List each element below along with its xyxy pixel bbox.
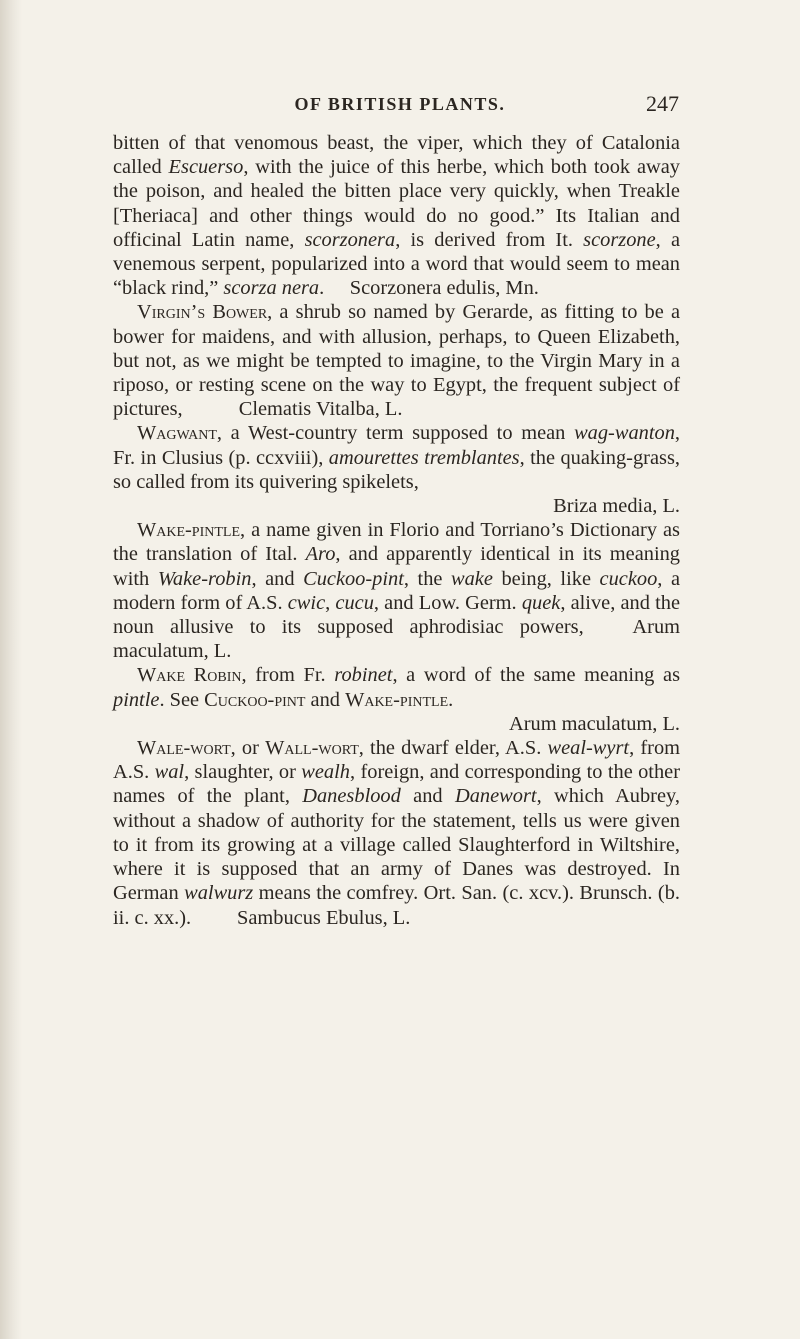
italic-term: Danesblood	[302, 785, 401, 808]
italic-term: wake	[451, 567, 493, 590]
headword: Virgin’s Bower	[137, 301, 268, 324]
text-run: , slaughter, or	[184, 761, 302, 784]
text-run: . See	[159, 688, 205, 711]
paragraph	[113, 131, 680, 300]
text-run: bitten of that venomous beast, the viper, which they of Catalonia called	[113, 132, 680, 179]
text-run: .	[448, 688, 454, 711]
text-run: being, like	[492, 567, 600, 590]
italic-term: scorza nera	[223, 277, 320, 300]
italic-term: cucu	[335, 591, 374, 614]
paragraph	[113, 300, 680, 421]
italic-term: weal-wyrt	[547, 737, 630, 760]
text-run: , a word of the same meaning as	[392, 664, 681, 687]
text-run: , a venemous serpent, popularized into a word that would seem to mean “black rind,”	[113, 228, 681, 300]
italic-term: wal	[154, 761, 185, 784]
text-run: , a West-country term supposed to mean	[216, 422, 575, 445]
text-run: and	[400, 785, 455, 808]
headword: Wake Robin	[137, 664, 242, 687]
paragraph	[113, 736, 680, 930]
text-run: , the quaking-grass, so called from its quivering spikelets,	[113, 446, 680, 493]
italic-term: cuckoo	[599, 567, 658, 590]
text-run: , alive, and the noun allusive to its supposed aphrodisiac powers, Arum maculatum, L.	[113, 591, 681, 663]
text-run: , with the juice of this herbe, which both took away the poison, and healed the bitten place very quickly, when Treakle [Theriaca] and other things would do no good.” Its Italian and officinal Latin name,	[113, 156, 680, 251]
paragraph	[113, 421, 680, 518]
text-run: , a modern form of A.S.	[113, 567, 680, 614]
italic-term: scorzonera	[304, 228, 396, 251]
page-gutter-shadow	[0, 0, 22, 1339]
text-run: . Scorzonera edulis, Mn.	[319, 277, 539, 300]
italic-term: scorzone	[583, 228, 656, 251]
text-run: , the	[403, 567, 452, 590]
italic-term: walwurz	[184, 882, 254, 905]
text-run: , which Aubrey, without a shadow of authority for the statement, tells us were given to it from its growing at a village called Slaughterford in Wiltshire, where it is supposed that an army of Danes was destroyed. In German	[113, 785, 680, 905]
body-text	[113, 131, 680, 930]
italic-term: amourettes tremblantes	[328, 446, 520, 469]
italic-term: quek	[521, 591, 561, 614]
paragraph	[113, 663, 680, 736]
headword: Wake-pintle	[137, 519, 241, 542]
italic-term: wealh	[301, 761, 350, 784]
paragraph	[113, 518, 680, 663]
text-run: , and Low. Germ.	[373, 591, 522, 614]
page-number: 247	[646, 91, 679, 116]
headword: Wake-pintle	[345, 688, 449, 711]
text-run: means the comfrey. Ort. San. (c. xcv.). Brunsch. (b. ii. c. xx.). Sambucus Ebulus, L.	[113, 882, 680, 929]
text-run: , from A.S.	[113, 737, 680, 784]
botanical-name: Briza media, L.	[553, 495, 680, 518]
italic-term: wag-wanton	[574, 422, 675, 445]
text-run: , a name given in Florio and Torriano’s Dictionary as the translation of Ital.	[113, 519, 680, 566]
botanical-name: Arum maculatum, L.	[508, 712, 680, 735]
text-run: , foreign, and corresponding to the other names of the plant,	[113, 761, 680, 808]
text-run: , is derived from It.	[395, 228, 584, 251]
italic-term: Wake-robin	[157, 567, 252, 590]
italic-term: cwic	[287, 591, 326, 614]
italic-term: Danewort	[454, 785, 537, 808]
text-run: , Fr. in Clusius (p. ccxviii),	[113, 422, 680, 469]
italic-term: pintle	[113, 688, 160, 711]
text-run: , and apparently identical in its meaning with	[113, 543, 681, 590]
running-title: OF BRITISH PLANTS.	[294, 94, 506, 114]
italic-term: Escuerso	[168, 156, 244, 179]
headword: Wale-wort	[137, 737, 231, 760]
text-run: and	[305, 688, 346, 711]
running-head	[0, 91, 800, 121]
text-run: ,	[325, 591, 336, 614]
italic-term: robinet	[334, 664, 393, 687]
text-run: , or	[230, 737, 266, 760]
headword: Wall-wort	[265, 737, 359, 760]
text-run: , and	[251, 567, 304, 590]
italic-term: Aro	[305, 543, 336, 566]
text-run: , the dwarf elder, A.S.	[358, 737, 548, 760]
text-run: , from Fr.	[241, 664, 335, 687]
headword: Cuckoo-pint	[204, 688, 306, 711]
headword: Wagwant	[137, 422, 217, 445]
italic-term: Cuckoo-pint	[303, 567, 404, 590]
text-run: , a shrub so named by Gerarde, as fitting to be a bower for maidens, and with allusion, perhaps, to Queen Elizabeth, but not, as we might be tempted to imagine, to the Virgin Mary in a riposo, or resting scene on the way to Egypt, the frequent subject of pictures, Clematis Vitalba, L.	[113, 301, 680, 421]
